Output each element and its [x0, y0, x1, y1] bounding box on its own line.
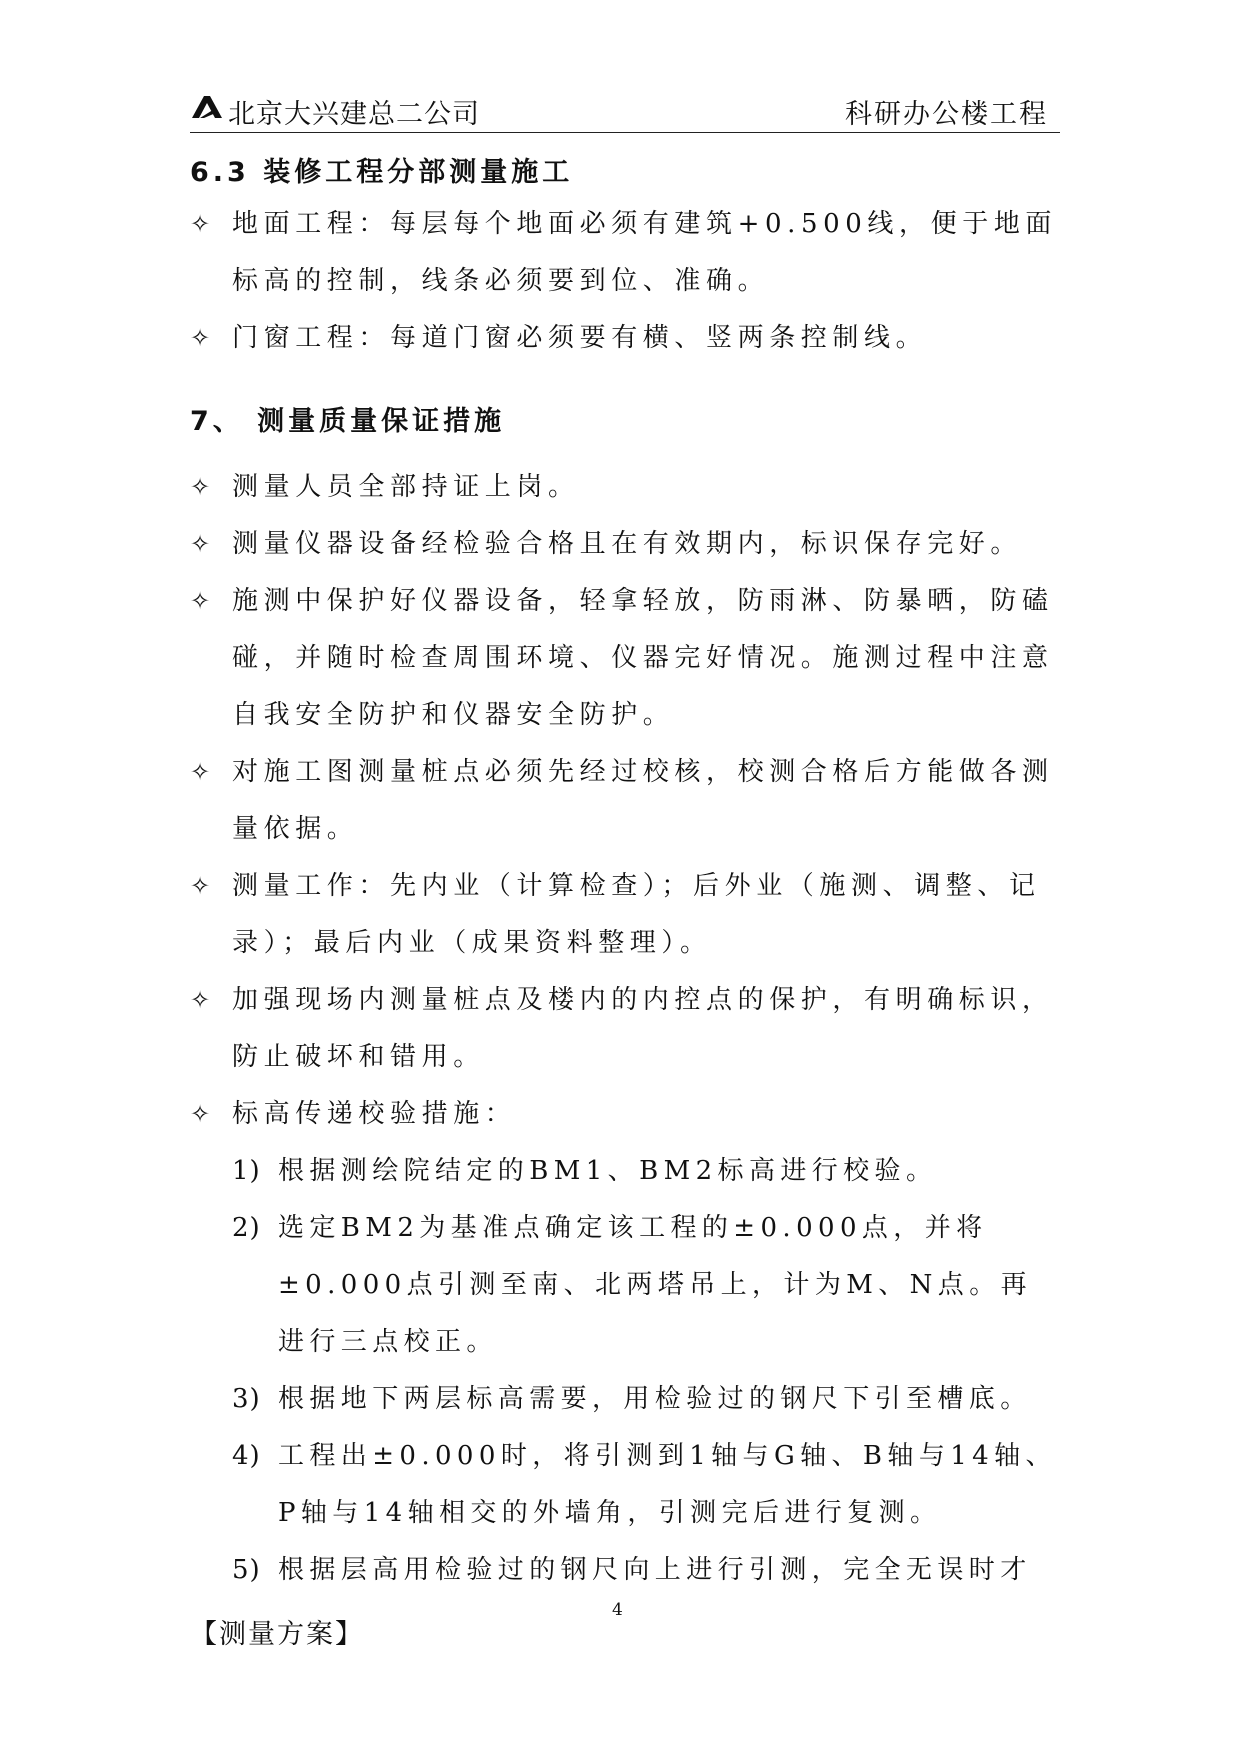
page-number: 4	[612, 1600, 623, 1620]
list-item-text: 对施工图测量桩点必须先经过校核，校测合格后方能做各测量依据。	[232, 757, 1054, 844]
project-name: 科研办公楼工程	[845, 99, 1048, 130]
section-7-heading: 7、 测量质量保证措施	[190, 406, 506, 437]
bullet-icon: ✧	[190, 530, 216, 558]
bullet-icon: ✧	[190, 324, 216, 352]
numbered-step	[190, 1143, 1060, 1200]
bullet-icon: ✧	[190, 1100, 216, 1128]
page-header	[190, 84, 1060, 133]
step-text: 工程出±0.000时，将引测到1轴与G轴、B轴与14轴、P轴与14轴相交的外墙角，引测完后进行复测。	[278, 1441, 1057, 1528]
company-logo-icon	[190, 94, 224, 120]
list-item	[190, 1086, 1060, 1143]
list-item-text: 地面工程：每层每个地面必须有建筑+0.500线，便于地面标高的控制，线条必须要到位、准确。	[232, 209, 1058, 296]
list-item	[190, 310, 1060, 367]
numbered-step	[190, 1371, 1060, 1428]
bullet-icon: ✧	[190, 210, 216, 238]
list-item	[190, 858, 1060, 972]
numbered-step	[190, 1542, 1060, 1599]
bullet-icon: ✧	[190, 986, 216, 1014]
step-number: 3)	[232, 1384, 261, 1414]
bullet-icon: ✧	[190, 473, 216, 501]
bullet-icon: ✧	[190, 872, 216, 900]
step-text: 选定BM2为基准点确定该工程的±0.000点，并将±0.000点引测至南、北两塔吊上，计为M、N点。再进行三点校正。	[278, 1213, 1032, 1357]
step-number: 2)	[232, 1213, 261, 1243]
list-item-text: 施测中保护好仪器设备，轻拿轻放，防雨淋、防暴晒，防磕碰，并随时检查周围环境、仪器完好情况。施测过程中注意自我安全防护和仪器安全防护。	[232, 586, 1054, 730]
list-item-text: 加强现场内测量桩点及楼内的内控点的保护，有明确标识，防止破坏和错用。	[232, 985, 1054, 1072]
list-item	[190, 744, 1060, 858]
step-text: 根据测绘院结定的BM1、BM2标高进行校验。	[278, 1156, 938, 1186]
numbered-step	[190, 1200, 1060, 1371]
bullet-icon: ✧	[190, 587, 216, 615]
list-item-text: 测量仪器设备经检验合格且在有效期内，标识保存完好。	[232, 529, 1023, 559]
list-item	[190, 459, 1060, 516]
document-body	[190, 150, 1060, 1599]
list-item	[190, 196, 1060, 310]
list-item-text: 门窗工程：每道门窗必须要有横、竖两条控制线。	[232, 323, 928, 353]
step-number: 5)	[232, 1555, 261, 1585]
company-name: 北京大兴建总二公司	[228, 99, 480, 130]
list-item-text: 测量工作：先内业（计算检查）；后外业（施测、调整、记录）；最后内业（成果资料整理）。	[232, 871, 1041, 958]
list-item	[190, 972, 1060, 1086]
step-number: 1)	[232, 1156, 261, 1186]
list-item-text: 标高传递校验措施：	[232, 1099, 517, 1129]
numbered-step	[190, 1428, 1060, 1542]
list-item	[190, 573, 1060, 744]
footer-label: 【测量方案】	[190, 1619, 364, 1650]
bullet-icon: ✧	[190, 758, 216, 786]
list-item-text: 测量人员全部持证上岗。	[232, 472, 580, 502]
section-6-3-heading: 6.3 装修工程分部测量施工	[190, 157, 574, 188]
step-text: 根据层高用检验过的钢尺向上进行引测，完全无误时才	[278, 1555, 1032, 1585]
step-number: 4)	[232, 1441, 261, 1471]
step-text: 根据地下两层标高需要，用检验过的钢尺下引至槽底。	[278, 1384, 1032, 1414]
list-item	[190, 516, 1060, 573]
